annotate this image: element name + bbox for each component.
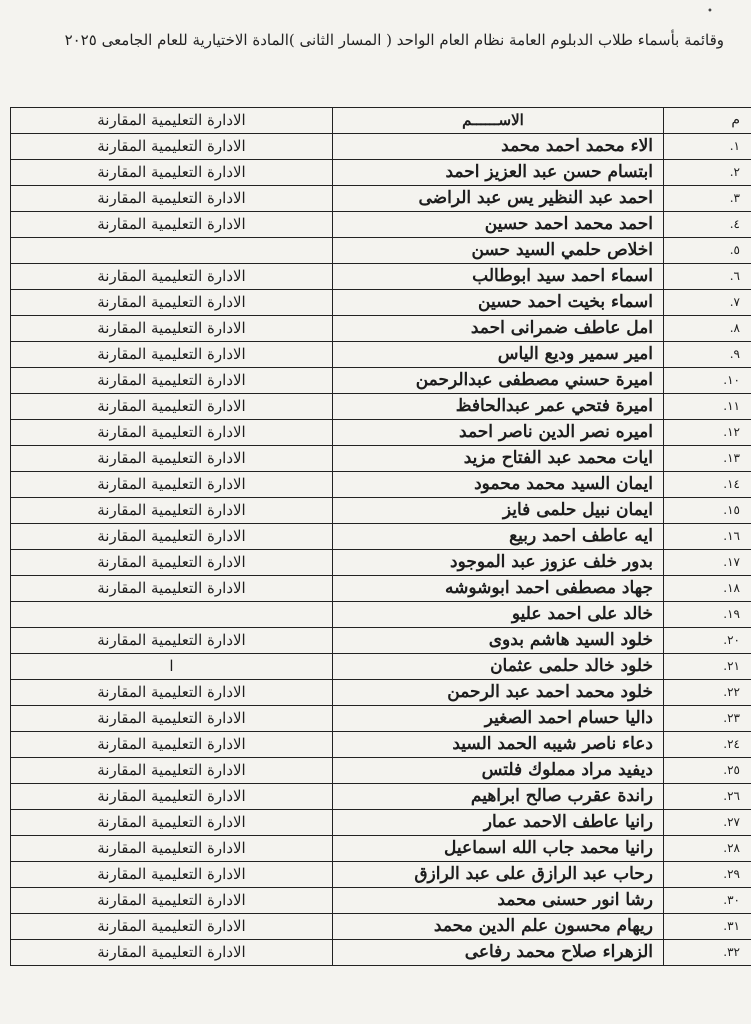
row-number: ٦. <box>664 264 751 290</box>
row-number: ٩. <box>664 342 751 368</box>
elective-subject: الادارة التعليمية المقارنة <box>11 628 333 654</box>
elective-subject: الادارة التعليمية المقارنة <box>11 706 333 732</box>
table-row <box>11 160 751 186</box>
elective-subject: الادارة التعليمية المقارنة <box>11 732 333 758</box>
header-number: م <box>664 108 751 134</box>
student-name: ايه عاطف احمد ربيع <box>333 524 664 550</box>
student-name: جهاد مصطفى احمد ابوشوشه <box>333 576 664 602</box>
elective-subject: الادارة التعليمية المقارنة <box>11 836 333 862</box>
student-name: رانيا محمد جاب الله اسماعيل <box>333 836 664 862</box>
table-row <box>11 784 751 810</box>
student-name: الزهراء صلاح محمد رفاعى <box>333 940 664 966</box>
elective-subject: الادارة التعليمية المقارنة <box>11 914 333 940</box>
row-number: ١٤. <box>664 472 751 498</box>
student-name: احمد محمد احمد حسين <box>333 212 664 238</box>
table-row <box>11 498 751 524</box>
elective-subject <box>11 602 333 628</box>
student-name: بدور خلف عزوز عبد الموجود <box>333 550 664 576</box>
table-row <box>11 914 751 940</box>
student-name: اسماء بخيت احمد حسين <box>333 290 664 316</box>
student-name: احمد عبد النظير يس عبد الراضى <box>333 186 664 212</box>
row-number: ٢٠. <box>664 628 751 654</box>
table-row <box>11 680 751 706</box>
table-row <box>11 368 751 394</box>
student-name: ايمان نبيل حلمى فايز <box>333 498 664 524</box>
student-name: داليا حسام احمد الصغير <box>333 706 664 732</box>
student-name: اخلاص حلمي السيد حسن <box>333 238 664 264</box>
elective-subject: الادارة التعليمية المقارنة <box>11 472 333 498</box>
table-row <box>11 472 751 498</box>
row-number: ٢٧. <box>664 810 751 836</box>
row-number: ٢٥. <box>664 758 751 784</box>
elective-subject: الادارة التعليمية المقارنة <box>11 446 333 472</box>
document-title: وقائمة بأسماء طلاب الدبلوم العامة نظام العام الواحد ( المسار الثانى )المادة الاختيارية للعام الجامعى ٢٠٢٥ <box>64 31 724 49</box>
row-number: ٥. <box>664 238 751 264</box>
elective-subject: الادارة التعليمية المقارنة <box>11 550 333 576</box>
row-number: ١٢. <box>664 420 751 446</box>
row-number: ٢٣. <box>664 706 751 732</box>
elective-subject: الادارة التعليمية المقارنة <box>11 316 333 342</box>
row-number: ٣٢. <box>664 940 751 966</box>
row-number: ١٥. <box>664 498 751 524</box>
table-row <box>11 862 751 888</box>
student-name: خلود خالد حلمى عثمان <box>333 654 664 680</box>
elective-subject: الادارة التعليمية المقارنة <box>11 784 333 810</box>
row-number: ٣١. <box>664 914 751 940</box>
student-name: ديفيد مراد مملوك فلتس <box>333 758 664 784</box>
student-name: خلود محمد احمد عبد الرحمن <box>333 680 664 706</box>
elective-subject <box>11 238 333 264</box>
row-number: ١٣. <box>664 446 751 472</box>
table-row <box>11 628 751 654</box>
table-row <box>11 602 751 628</box>
table-row <box>11 732 751 758</box>
elective-subject: الادارة التعليمية المقارنة <box>11 888 333 914</box>
table-row <box>11 394 751 420</box>
elective-subject: الادارة التعليمية المقارنة <box>11 186 333 212</box>
elective-subject: الادارة التعليمية المقارنة <box>11 576 333 602</box>
row-number: ١٨. <box>664 576 751 602</box>
student-name: اميره نصر الدين ناصر احمد <box>333 420 664 446</box>
elective-subject: الادارة التعليمية المقارنة <box>11 524 333 550</box>
row-number: ٢٩. <box>664 862 751 888</box>
table-header-row <box>11 108 751 134</box>
elective-subject: الادارة التعليمية المقارنة <box>11 940 333 966</box>
elective-subject: الادارة التعليمية المقارنة <box>11 680 333 706</box>
table-row <box>11 342 751 368</box>
table-row <box>11 940 751 966</box>
elective-subject: ا <box>11 654 333 680</box>
elective-subject: الادارة التعليمية المقارنة <box>11 212 333 238</box>
elective-subject: الادارة التعليمية المقارنة <box>11 810 333 836</box>
row-number: ١٦. <box>664 524 751 550</box>
table-row <box>11 550 751 576</box>
elective-subject: الادارة التعليمية المقارنة <box>11 420 333 446</box>
student-name: رحاب عبد الرازق على عبد الرازق <box>333 862 664 888</box>
student-name: خلود السيد هاشم بدوى <box>333 628 664 654</box>
table-row <box>11 238 751 264</box>
student-name: امير سمير وديع الياس <box>333 342 664 368</box>
elective-subject: الادارة التعليمية المقارنة <box>11 394 333 420</box>
table-row <box>11 290 751 316</box>
elective-subject: الادارة التعليمية المقارنة <box>11 160 333 186</box>
header-name: الاســــــم <box>333 108 664 134</box>
row-number: ٤. <box>664 212 751 238</box>
table-row <box>11 810 751 836</box>
row-number: ٢. <box>664 160 751 186</box>
table-row <box>11 706 751 732</box>
table-row <box>11 134 751 160</box>
row-number: ٢٨. <box>664 836 751 862</box>
elective-subject: الادارة التعليمية المقارنة <box>11 862 333 888</box>
student-name: ريهام محسون علم الدين محمد <box>333 914 664 940</box>
elective-subject: الادارة التعليمية المقارنة <box>11 290 333 316</box>
elective-subject: الادارة التعليمية المقارنة <box>11 342 333 368</box>
row-number: ١. <box>664 134 751 160</box>
student-name: امل عاطف ضمرانى احمد <box>333 316 664 342</box>
table-row <box>11 524 751 550</box>
table-row <box>11 888 751 914</box>
row-number: ٣٠. <box>664 888 751 914</box>
elective-subject: الادارة التعليمية المقارنة <box>11 498 333 524</box>
row-number: ١٩. <box>664 602 751 628</box>
elective-subject: الادارة التعليمية المقارنة <box>11 758 333 784</box>
student-name: ايمان السيد محمد محمود <box>333 472 664 498</box>
student-name: رشا انور حسنى محمد <box>333 888 664 914</box>
row-number: ٢٢. <box>664 680 751 706</box>
row-number: ١٠. <box>664 368 751 394</box>
table-row <box>11 654 751 680</box>
student-name: ابتسام حسن عبد العزيز احمد <box>333 160 664 186</box>
table-row <box>11 212 751 238</box>
table-row <box>11 420 751 446</box>
elective-subject: الادارة التعليمية المقارنة <box>11 134 333 160</box>
row-number: ١٧. <box>664 550 751 576</box>
row-number: ٧. <box>664 290 751 316</box>
student-name: اسماء احمد سيد ابوطالب <box>333 264 664 290</box>
student-name: اميرة فتحي عمر عبدالحافظ <box>333 394 664 420</box>
student-name: خالد على احمد عليو <box>333 602 664 628</box>
elective-subject: الادارة التعليمية المقارنة <box>11 264 333 290</box>
table-row <box>11 758 751 784</box>
student-name: راندة عقرب صالح ابراهيم <box>333 784 664 810</box>
student-roster-table <box>10 107 751 966</box>
table-row <box>11 316 751 342</box>
row-number: ٢٦. <box>664 784 751 810</box>
corner-mark: • <box>707 6 713 17</box>
table-row <box>11 836 751 862</box>
table-row <box>11 264 751 290</box>
row-number: ٢١. <box>664 654 751 680</box>
row-number: ٢٤. <box>664 732 751 758</box>
student-name: ايات محمد عبد الفتاح مزيد <box>333 446 664 472</box>
student-name: دعاء ناصر شيبه الحمد السيد <box>333 732 664 758</box>
row-number: ٣. <box>664 186 751 212</box>
row-number: ٨. <box>664 316 751 342</box>
row-number: ١١. <box>664 394 751 420</box>
table-row <box>11 576 751 602</box>
table-row <box>11 446 751 472</box>
table-body <box>11 134 751 966</box>
student-name: اميرة حسني مصطفى عبدالرحمن <box>333 368 664 394</box>
student-name: رانيا عاطف الاحمد عمار <box>333 810 664 836</box>
table-row <box>11 186 751 212</box>
student-name: الاء محمد احمد محمد <box>333 134 664 160</box>
header-subject: الادارة التعليمية المقارنة <box>11 108 333 134</box>
elective-subject: الادارة التعليمية المقارنة <box>11 368 333 394</box>
